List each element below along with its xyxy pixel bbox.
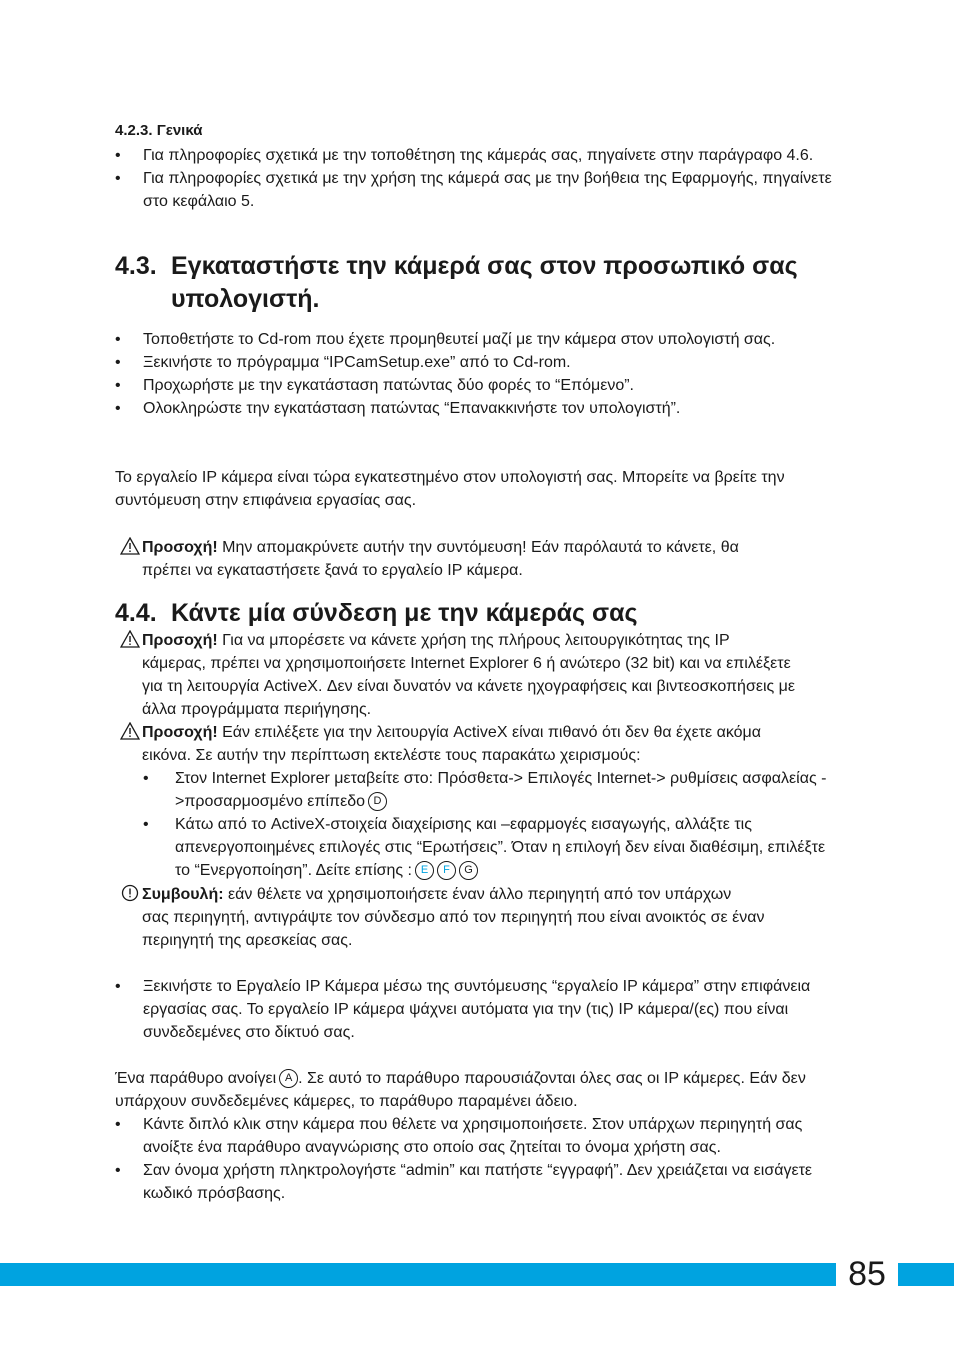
list-item: • Ξεκινήστε το πρόγραμμα “IPCamSetup.exe” από το Cd-rom. [115,351,827,374]
warning-text: Εάν επιλέξετε για την λειτουργία ActiveX είναι πιθανό ότι δεν θα έχετε ακόμα [217,724,762,741]
bullet-list-install [115,328,827,420]
list-item [143,767,833,813]
tip-note [115,883,840,952]
figure-ref-a: A [279,1069,298,1088]
tip-label: Συμβουλή: [142,886,224,903]
paragraph-installed: Το εργαλείο IP κάμερα είναι τώρα εγκατεστημένο στον υπολογιστή σας. Μπορείτε να βρείτε την συντόμευση στην επιφάνεια εργασίας σας. [115,469,785,509]
list-item: • Για πληροφορίες σχετικά με την τοποθέτηση της κάμεράς σας, πηγαίνετε στην παράγραφο 4.6. [115,144,835,167]
figure-ref-g: G [459,861,478,880]
section-number: 4.4. [115,599,157,627]
list-item: • Προχωρήστε με την εγκατάσταση πατώντας δύο φορές το “Επόμενο”. [115,374,827,397]
warning-label: Προσοχή! [142,724,218,741]
bullet-list-general [115,144,835,213]
bullet-list-end [115,1113,827,1205]
section-heading-4-3 [115,250,855,316]
warning-text-cont: κάμερας, πρέπει να χρησιμοποιήσετε Internet Explorer 6 ή ανώτερο (32 bit) και να επιλέξετε για τη λειτουργία ActiveX. Δεν είναι δυνατόν να κάνετε ηχογραφήσεις και βιντεοσκοπήσεις με άλλα προγράμματα περιήγησης. [142,655,796,718]
list-item-text: Κάτω από το ActiveX-στοιχεία διαχείρισης και –εφαρμογές εισαγωγής, αλλάξτε τις απενεργοποιημένες επιλογές στις “Ερωτήσεις”. Όταν η επιλογή δεν είναι διαθέσιμη, επιλέξτε το “Ενεργοποίηση”. Δείτε επίσης : [175,816,826,879]
warning-text: Μην απομακρύνετε αυτήν την συντόμευση! Εάν παρόλαυτά το κάνετε, θα [217,539,739,556]
warning-label: Προσοχή! [142,632,218,649]
figure-ref-e: E [415,861,434,880]
nested-bullet-list [143,767,833,882]
warning-note [115,629,840,721]
list-item [143,813,833,882]
section-title-line1: Εγκαταστήστε την κάμερά σας στον προσωπικό σας [171,252,798,280]
footer-bar [0,1263,954,1286]
warning-triangle-icon [120,630,140,648]
warning-note [115,536,840,582]
section-title: Κάντε μία σύνδεση με την κάμεράς σας [171,599,638,627]
section-heading-4-4 [115,597,855,630]
warning-triangle-icon [120,537,140,555]
list-item: • Για πληροφορίες σχετικά με την χρήση της κάμερά σας με την βοήθεια της Εφαρμογής, πηγαίνετε στο κεφάλαιο 5. [115,167,835,213]
paragraph-text: Ένα παράθυρο ανοίγει [115,1070,277,1087]
paragraph-window [115,1067,827,1113]
subsection-heading: 4.2.3. Γενικά [115,122,203,139]
page-number: 85 [848,1255,886,1293]
info-circle-icon [120,884,140,902]
bullet-list-start [115,975,815,1044]
warning-note [115,721,840,767]
warning-label: Προσοχή! [142,539,218,556]
paragraph-text-cont: . Σε αυτό το παράθυρο παρουσιάζονται όλες σας οι IP κάμερες. Εάν δεν υπάρχουν συνδεδεμένες κάμερες, το παράθυρο παραμένει άδειο. [115,1070,806,1110]
list-item-text: Στον Internet Explorer μεταβείτε στο: Πρόσθετα-> Επιλογές Internet-> ρυθμίσεις ασφαλείας ->προσαρμοσμένο επίπεδο [175,770,827,810]
warning-text-cont: εικόνα. Σε αυτήν την περίπτωση εκτελέστε τους παρακάτω χειρισμούς: [142,747,641,764]
section-number: 4.3. [115,252,157,280]
warning-text-cont: πρέπει να εγκαταστήσετε ξανά το εργαλείο IP κάμερα. [142,562,523,579]
list-item: • Τοποθετήστε το Cd-rom που έχετε προμηθευτεί μαζί με την κάμερα στον υπολογιστή σας. [115,328,827,351]
list-item: • Κάντε διπλό κλικ στην κάμερα που θέλετε να χρησιμοποιήσετε. Στον υπάρχων περιηγητή σας ανοίξτε ένα παράθυρο αναγνώρισης στο οποίο σας ζητείται το όνομα χρήστη σας. [115,1113,827,1159]
tip-text: εάν θέλετε να χρησιμοποιήσετε έναν άλλο περιηγητή από τον υπάρχων [223,886,732,903]
figure-ref-d: D [368,792,387,811]
list-item: • Σαν όνομα χρήστη πληκτρολογήστε “admin” και πατήστε “εγγραφή”. Δεν χρειάζεται να εισάγετε κωδικό πρόσβασης. [115,1159,827,1205]
list-item: • Ξεκινήστε το Εργαλείο IP Κάμερα μέσω της συντόμευσης “εργαλείο IP κάμερα” στην επιφάνεια εργασίας σας. Το εργαλείο IP κάμερα ψάχνει αυτόματα για την (τις) IP κάμερα/(ες) που είναι συνδεδεμένες στο δίκτυό σας. [115,975,815,1044]
figure-ref-f: F [437,861,456,880]
warning-text: Για να μπορέσετε να κάνετε χρήση της πλήρους λειτουργικότητας της IP [217,632,730,649]
tip-text-cont: σας περιηγητή, αντιγράψτε τον σύνδεσμο από τον περιηγητή που είναι ανοικτός σε έναν περιηγητή της αρεσκείας σας. [142,909,765,949]
warning-triangle-icon [120,722,140,740]
section-title-line2: υπολογιστή. [171,285,320,313]
list-item: • Ολοκληρώστε την εγκατάσταση πατώντας “Επανακκινήστε τον υπολογιστή”. [115,397,827,420]
